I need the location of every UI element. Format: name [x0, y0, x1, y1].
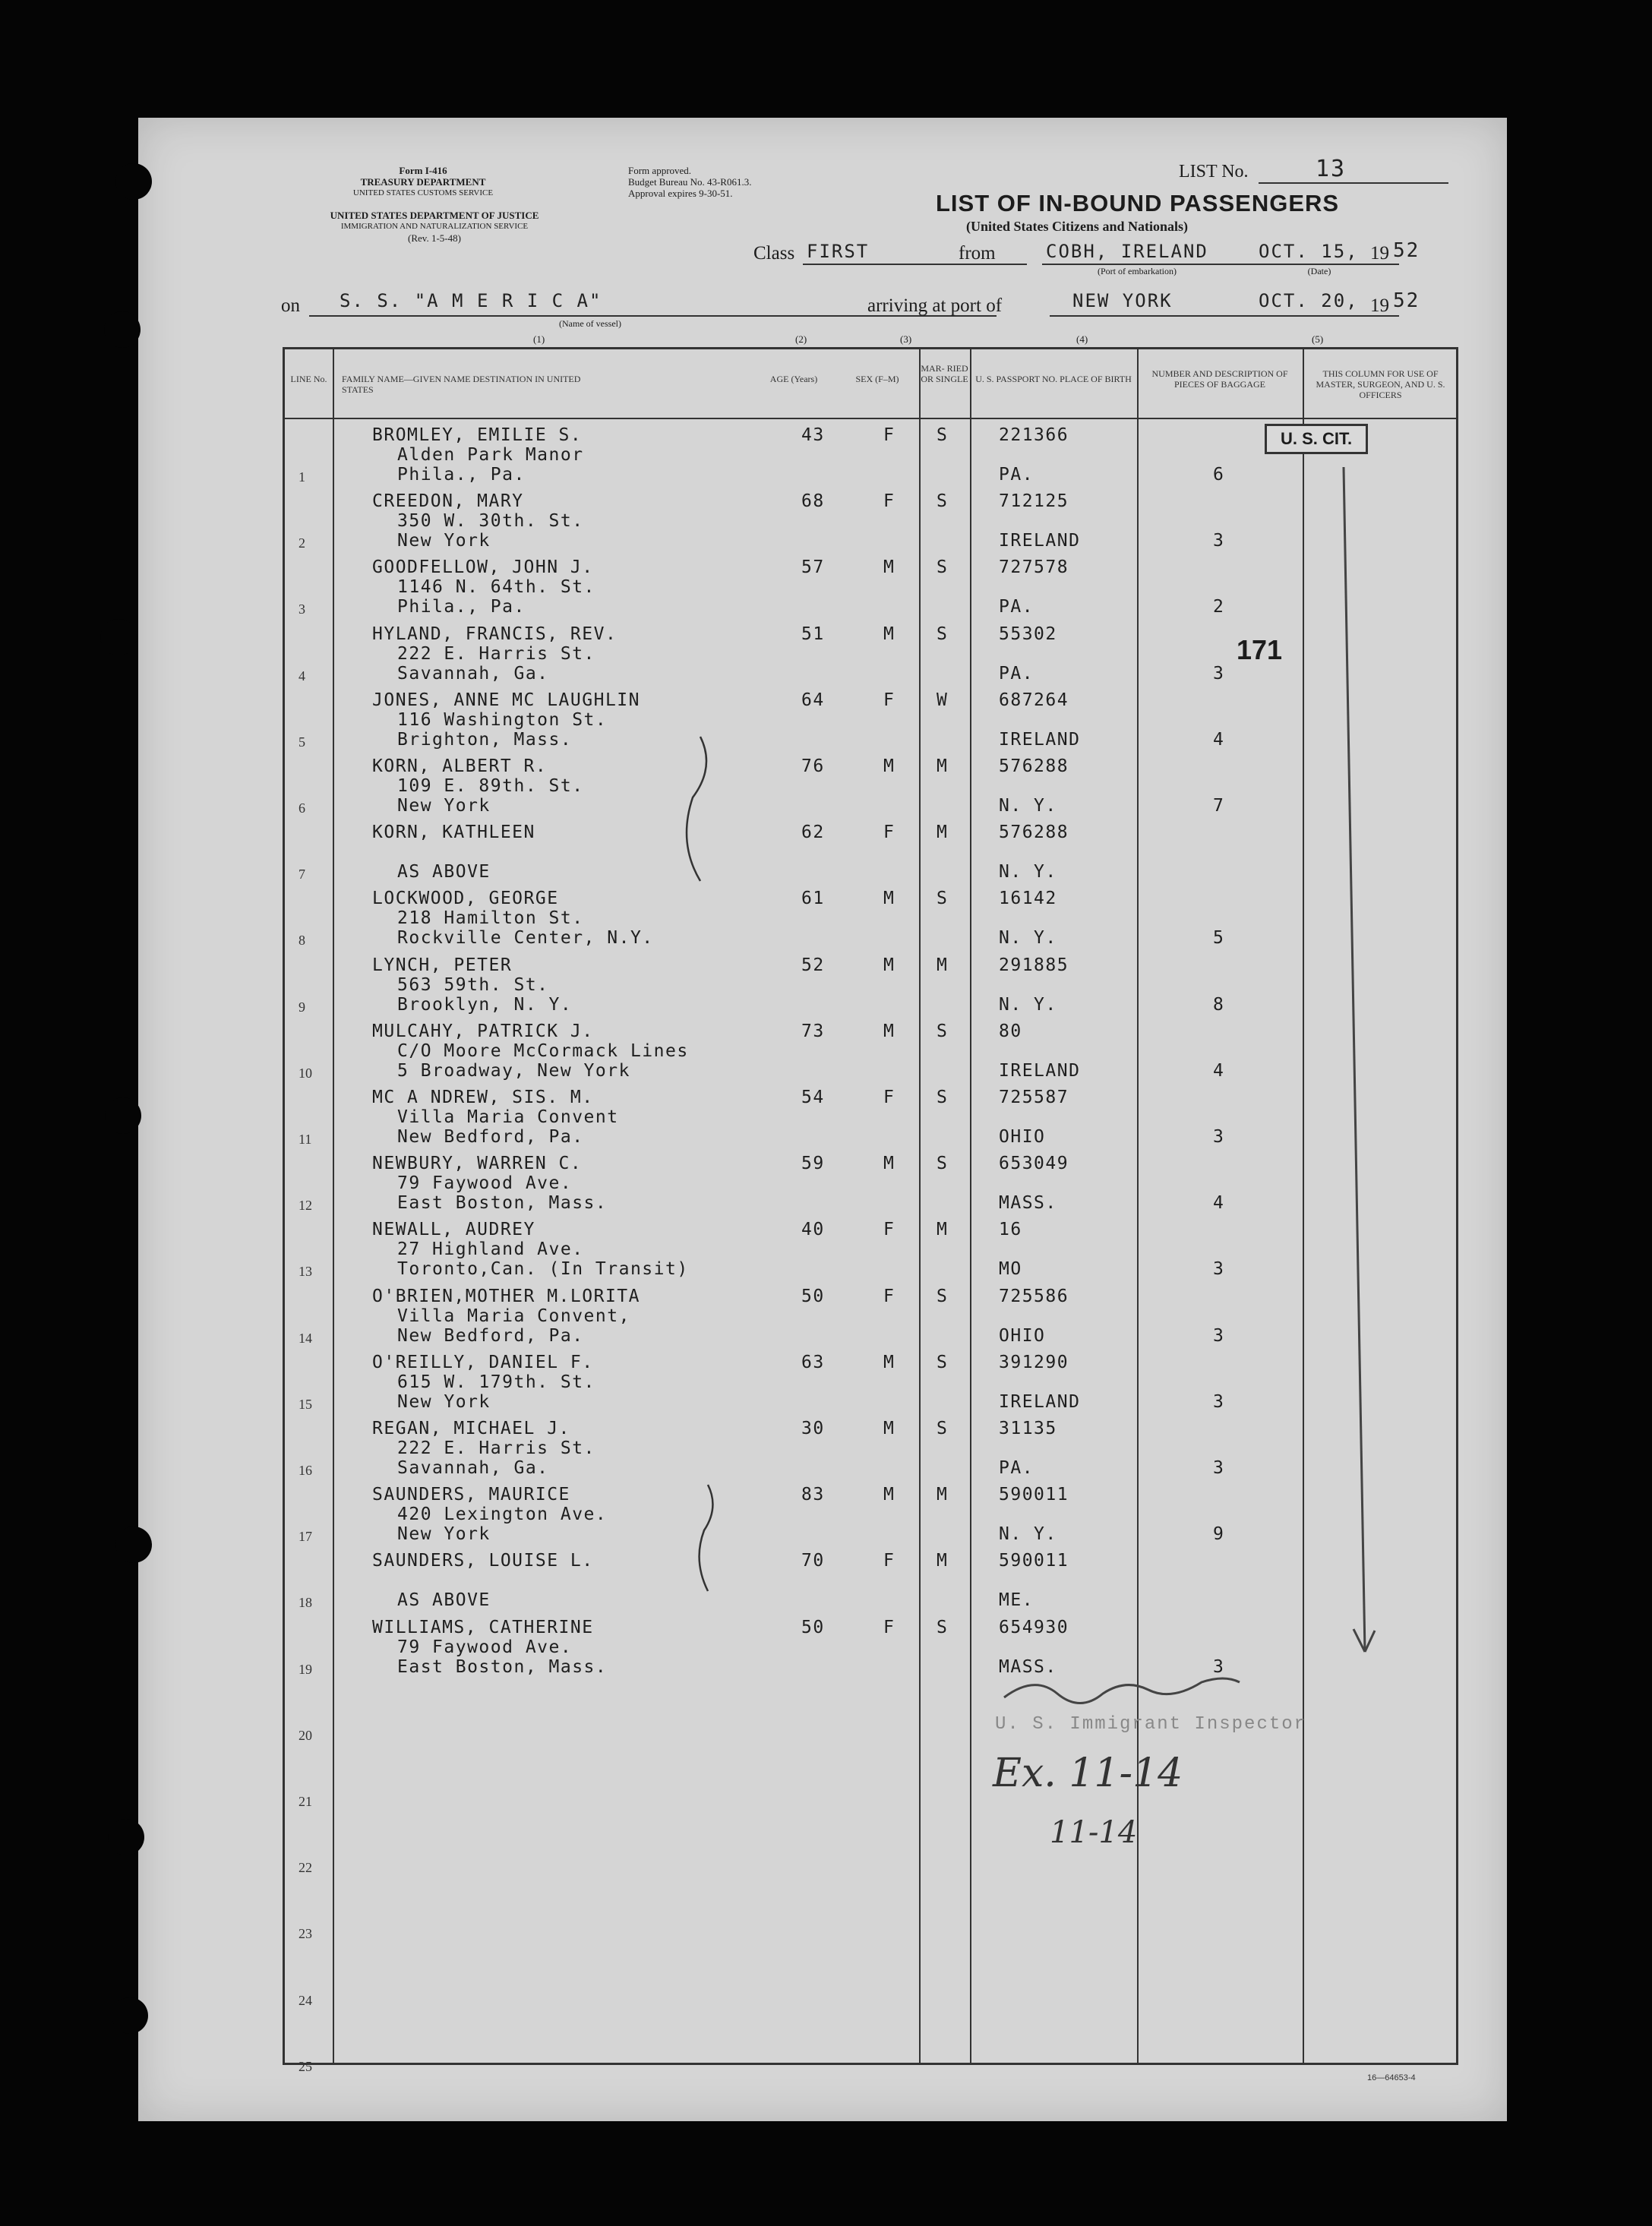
- place-of-birth: N. Y.: [999, 1524, 1057, 1545]
- depart-year: 52: [1393, 239, 1420, 262]
- destination-line2: AS ABOVE: [397, 862, 491, 883]
- destination-line2: New York: [397, 796, 491, 816]
- marital-status: S: [937, 491, 949, 512]
- passenger-sex: M: [883, 1021, 895, 1041]
- destination-line2: East Boston, Mass.: [397, 1656, 608, 1677]
- baggage-count: 2: [1213, 597, 1225, 617]
- line-number: 3: [298, 601, 305, 617]
- line-number: 1: [298, 469, 305, 485]
- destination-line2: Brooklyn, N. Y.: [397, 994, 573, 1015]
- passenger-sex: M: [883, 955, 895, 975]
- passport-no: 727578: [999, 557, 1069, 578]
- passenger-count-note: 171: [1237, 634, 1283, 665]
- marital-status: W: [937, 690, 949, 710]
- passenger-sex: M: [883, 1154, 895, 1174]
- binder-hole: [104, 311, 141, 348]
- line-number: 2: [298, 535, 305, 551]
- passenger-age: 54: [801, 1088, 825, 1107]
- passport-no: 712125: [999, 491, 1069, 512]
- passport-no: 576288: [999, 756, 1069, 776]
- customs-service: UNITED STATES CUSTOMS SERVICE: [352, 188, 494, 197]
- passenger-sex: M: [883, 756, 895, 776]
- marital-status: M: [937, 1551, 949, 1571]
- revision: (Rev. 1-5-48): [408, 232, 461, 244]
- port-embarkation: COBH, IRELAND: [1046, 241, 1208, 262]
- passenger-sex: M: [883, 557, 895, 578]
- passenger-name: O'BRIEN,MOTHER M.LORITA: [372, 1286, 640, 1306]
- line-number: 10: [298, 1065, 312, 1081]
- header-passport: U. S. PASSPORT NO. PLACE OF BIRTH: [975, 374, 1132, 384]
- baggage-count: 7: [1213, 796, 1225, 816]
- treasury-dept: TREASURY DEPARTMENT: [360, 176, 486, 188]
- line-number: 16: [298, 1463, 312, 1478]
- passenger-name: NEWBURY, WARREN C.: [372, 1154, 583, 1174]
- destination-line2: New Bedford, Pa.: [397, 1325, 584, 1346]
- line-number: 14: [298, 1330, 312, 1346]
- passport-no: 725586: [999, 1286, 1069, 1306]
- passenger-age: 57: [801, 557, 825, 578]
- passport-no: 590011: [999, 1551, 1069, 1571]
- place-of-birth: ME.: [999, 1590, 1034, 1611]
- passenger-sex: M: [883, 889, 895, 909]
- line-number: 17: [298, 1529, 312, 1545]
- destination-line1: 563 59th. St.: [397, 974, 549, 995]
- baggage-count: 3: [1213, 1325, 1225, 1346]
- line-number: 7: [298, 867, 305, 883]
- marital-status: S: [937, 1286, 949, 1306]
- marital-status: S: [937, 1021, 949, 1041]
- destination-line2: East Boston, Mass.: [397, 1193, 608, 1214]
- passport-no: 291885: [999, 955, 1069, 975]
- header-officers: THIS COLUMN FOR USE OF MASTER, SURGEON, AND U. S. OFFICERS: [1316, 368, 1445, 400]
- exam-note-2: 11-14: [1050, 1815, 1138, 1850]
- passenger-name: MC A NDREW, SIS. M.: [372, 1088, 594, 1107]
- line-number: 19: [298, 1661, 312, 1677]
- place-of-birth: MO: [999, 1259, 1022, 1280]
- passenger-sex: M: [883, 1352, 895, 1372]
- inspector-caption: U. S. Immigrant Inspector: [995, 1714, 1307, 1735]
- vessel-caption: (Name of vessel): [559, 318, 621, 329]
- passenger-age: 43: [801, 425, 825, 445]
- col-num-2: (2): [795, 333, 807, 345]
- destination-line2: Brighton, Mass.: [397, 729, 573, 750]
- col-num-3: (3): [900, 333, 912, 345]
- passenger-name: KORN, ALBERT R.: [372, 756, 548, 776]
- passport-no: 221366: [999, 425, 1069, 445]
- passenger-age: 51: [801, 624, 825, 644]
- depart-date: OCT. 15,: [1259, 241, 1359, 262]
- destination-line1: 27 Highland Ave.: [397, 1239, 584, 1260]
- passport-no: 725587: [999, 1088, 1069, 1107]
- passenger-name: KORN, KATHLEEN: [372, 823, 535, 843]
- destination-line1: 222 E. Harris St.: [397, 643, 595, 664]
- on-label: on: [281, 295, 300, 316]
- place-of-birth: N. Y.: [999, 796, 1057, 816]
- col-num-1: (1): [533, 333, 545, 345]
- baggage-count: 3: [1213, 1259, 1225, 1280]
- passenger-sex: F: [883, 1220, 895, 1240]
- line-number: 15: [298, 1396, 312, 1412]
- form-id: Form I-416: [399, 165, 447, 176]
- port-caption: (Port of embarkation): [1098, 266, 1177, 276]
- passenger-name: HYLAND, FRANCIS, REV.: [372, 624, 618, 644]
- passenger-age: 50: [801, 1286, 825, 1306]
- destination-line1: 109 E. 89th. St.: [397, 776, 584, 796]
- passenger-age: 70: [801, 1551, 825, 1571]
- class-value: FIRST: [807, 241, 870, 262]
- line-number: 13: [298, 1264, 312, 1280]
- baggage-count: 3: [1213, 1391, 1225, 1412]
- class-label: Class: [753, 243, 795, 264]
- destination-line1: 79 Faywood Ave.: [397, 1637, 573, 1657]
- passenger-name: NEWALL, AUDREY: [372, 1220, 535, 1240]
- destination-line2: Rockville Center, N.Y.: [397, 928, 654, 949]
- destination-line2: New York: [397, 1391, 491, 1412]
- passport-no: 55302: [999, 624, 1057, 644]
- destination-line1: 615 W. 179th. St.: [397, 1372, 595, 1392]
- passenger-sex: F: [883, 690, 895, 710]
- place-of-birth: PA.: [999, 1458, 1034, 1478]
- header-name: FAMILY NAME—GIVEN NAME DESTINATION IN UNITED STATES: [342, 374, 581, 395]
- destination-line2: 5 Broadway, New York: [397, 1060, 630, 1081]
- destination-line1: 218 Hamilton St.: [397, 908, 584, 929]
- form-subtitle: (United States Citizens and Nationals): [966, 219, 1189, 234]
- baggage-count: 5: [1213, 928, 1225, 949]
- year-prefix: 19: [1370, 243, 1389, 264]
- line-number: 18: [298, 1595, 312, 1611]
- col-num-5: (5): [1312, 333, 1324, 345]
- baggage-count: 9: [1213, 1524, 1225, 1545]
- destination-line1: 350 W. 30th. St.: [397, 511, 584, 532]
- passport-no: 391290: [999, 1352, 1069, 1372]
- marital-status: S: [937, 889, 949, 909]
- marital-status: S: [937, 1154, 949, 1174]
- binder-hole: [100, 619, 137, 655]
- passenger-age: 64: [801, 690, 825, 710]
- destination-line1: 1146 N. 64th. St.: [397, 577, 595, 598]
- destination-line1: 222 E. Harris St.: [397, 1438, 595, 1458]
- place-of-birth: N. Y.: [999, 928, 1057, 949]
- passenger-age: 73: [801, 1021, 825, 1041]
- marital-status: M: [937, 756, 949, 776]
- passenger-name: CREEDON, MARY: [372, 491, 524, 512]
- approval-line1: Form approved.: [628, 165, 692, 176]
- binder-hole: [105, 1097, 141, 1134]
- marital-status: M: [937, 823, 949, 843]
- passport-no: 16142: [999, 889, 1057, 909]
- passenger-age: 30: [801, 1419, 825, 1438]
- passenger-sex: M: [883, 1419, 895, 1438]
- destination-line2: AS ABOVE: [397, 1590, 491, 1611]
- passenger-sex: F: [883, 1286, 895, 1306]
- marital-status: M: [937, 1485, 949, 1505]
- passenger-sex: F: [883, 491, 895, 512]
- passport-no: 31135: [999, 1419, 1057, 1438]
- arrival-port: NEW YORK: [1072, 290, 1173, 311]
- approval-line3: Approval expires 9-30-51.: [628, 188, 733, 199]
- passenger-sex: F: [883, 1088, 895, 1107]
- marital-status: S: [937, 557, 949, 578]
- header-married: MAR- RIED OR SINGLE: [921, 363, 968, 384]
- destination-line2: Phila., Pa.: [397, 465, 526, 485]
- passenger-name: REGAN, MICHAEL J.: [372, 1419, 570, 1438]
- baggage-count: 4: [1213, 1193, 1225, 1214]
- place-of-birth: N. Y.: [999, 862, 1057, 883]
- marital-status: S: [937, 1419, 949, 1438]
- passenger-age: 59: [801, 1154, 825, 1174]
- form-number: 16—64653-4: [1367, 2073, 1416, 2082]
- passenger-name: LOCKWOOD, GEORGE: [372, 889, 559, 909]
- arriving-label: arriving at port of: [867, 295, 1003, 316]
- arrival-date: OCT. 20,: [1259, 290, 1359, 311]
- marital-status: S: [937, 1088, 949, 1107]
- destination-line1: Villa Maria Convent: [397, 1107, 619, 1127]
- line-number: 24: [298, 1992, 312, 2008]
- baggage-count: 4: [1213, 1060, 1225, 1081]
- passenger-name: JONES, ANNE MC LAUGHLIN: [372, 690, 640, 710]
- passport-no: 687264: [999, 690, 1069, 710]
- line-number: 6: [298, 800, 305, 816]
- line-number: 25: [298, 2058, 312, 2074]
- destination-line2: Toronto,Can. (In Transit): [397, 1259, 689, 1280]
- passenger-sex: M: [883, 1485, 895, 1505]
- destination-line1: 116 Washington St.: [397, 709, 608, 730]
- baggage-count: 4: [1213, 729, 1225, 750]
- passenger-sex: F: [883, 1617, 895, 1637]
- passenger-age: 63: [801, 1352, 825, 1372]
- baggage-count: 3: [1213, 1458, 1225, 1478]
- passenger-name: LYNCH, PETER: [372, 955, 513, 975]
- list-no: 13: [1316, 156, 1347, 182]
- destination-line1: Villa Maria Convent,: [397, 1306, 630, 1326]
- vessel-name: S. S. "A M E R I C A": [340, 290, 602, 311]
- passenger-age: 50: [801, 1617, 825, 1637]
- place-of-birth: OHIO: [999, 1127, 1046, 1147]
- place-of-birth: IRELAND: [999, 729, 1081, 750]
- baggage-count: 6: [1213, 465, 1225, 485]
- form-title: LIST OF IN-BOUND PASSENGERS: [936, 190, 1340, 216]
- destination-line2: New York: [397, 531, 491, 551]
- passenger-name: SAUNDERS, MAURICE: [372, 1485, 570, 1505]
- place-of-birth: PA.: [999, 663, 1034, 684]
- destination-line2: Phila., Pa.: [397, 597, 526, 617]
- passenger-age: 68: [801, 491, 825, 512]
- marital-status: S: [937, 425, 949, 445]
- place-of-birth: PA.: [999, 465, 1034, 485]
- marital-status: M: [937, 1220, 949, 1240]
- line-number: 12: [298, 1198, 312, 1214]
- line-number: 20: [298, 1727, 312, 1743]
- header-baggage: NUMBER AND DESCRIPTION OF PIECES OF BAGGAGE: [1151, 368, 1288, 390]
- baggage-count: 8: [1213, 994, 1225, 1015]
- handwritten-marks: [138, 118, 1507, 2121]
- line-number: 11: [298, 1132, 312, 1147]
- place-of-birth: OHIO: [999, 1325, 1046, 1346]
- from-label: from: [959, 243, 996, 264]
- place-of-birth: MASS.: [999, 1193, 1057, 1214]
- marital-status: S: [937, 624, 949, 644]
- place-of-birth: PA.: [999, 597, 1034, 617]
- passport-no: 80: [999, 1021, 1022, 1041]
- header-line-no: LINE No.: [290, 374, 327, 384]
- destination-line1: Alden Park Manor: [397, 445, 584, 465]
- date-caption: (Date): [1307, 266, 1331, 276]
- header-age: AGE (Years): [769, 374, 818, 384]
- destination-line1: C/O Moore McCormack Lines: [397, 1040, 689, 1061]
- arrival-year: 52: [1393, 289, 1420, 312]
- destination-line1: 79 Faywood Ave.: [397, 1173, 573, 1194]
- marital-status: S: [937, 1617, 949, 1637]
- passport-no: 654930: [999, 1617, 1069, 1637]
- destination-line2: New York: [397, 1524, 491, 1545]
- destination-line1: 420 Lexington Ave.: [397, 1505, 608, 1525]
- justice-dept: UNITED STATES DEPARTMENT OF JUSTICE: [330, 210, 539, 221]
- line-number: 4: [298, 668, 305, 684]
- place-of-birth: IRELAND: [999, 1060, 1081, 1081]
- passenger-name: GOODFELLOW, JOHN J.: [372, 557, 594, 578]
- passenger-name: O'REILLY, DANIEL F.: [372, 1352, 594, 1372]
- passenger-age: 40: [801, 1220, 825, 1240]
- passport-no: 576288: [999, 823, 1069, 843]
- marital-status: S: [937, 1352, 949, 1372]
- passenger-age: 61: [801, 889, 825, 909]
- passenger-sex: F: [883, 425, 895, 445]
- line-number: 23: [298, 1926, 312, 1942]
- manifest-page: [138, 118, 1507, 2121]
- destination-line2: Savannah, Ga.: [397, 1458, 549, 1478]
- approval-line2: Budget Bureau No. 43-R061.3.: [628, 176, 752, 188]
- exam-note: Ex. 11-14: [993, 1751, 1183, 1796]
- passenger-sex: F: [883, 1551, 895, 1571]
- passenger-sex: M: [883, 624, 895, 644]
- baggage-count: 3: [1213, 1127, 1225, 1147]
- passenger-sex: F: [883, 823, 895, 843]
- destination-line2: Savannah, Ga.: [397, 663, 549, 684]
- passenger-name: MULCAHY, PATRICK J.: [372, 1021, 594, 1041]
- line-number: 5: [298, 734, 305, 750]
- place-of-birth: IRELAND: [999, 531, 1081, 551]
- line-number: 21: [298, 1794, 312, 1809]
- passport-no: 590011: [999, 1485, 1069, 1505]
- destination-line2: New Bedford, Pa.: [397, 1127, 584, 1147]
- year-prefix-2: 19: [1370, 295, 1389, 316]
- passenger-name: WILLIAMS, CATHERINE: [372, 1617, 594, 1637]
- place-of-birth: MASS.: [999, 1656, 1057, 1677]
- line-number: 8: [298, 933, 305, 949]
- baggage-count: 3: [1213, 531, 1225, 551]
- passenger-age: 76: [801, 756, 825, 776]
- place-of-birth: N. Y.: [999, 994, 1057, 1015]
- passport-no: 653049: [999, 1154, 1069, 1174]
- passenger-age: 52: [801, 955, 825, 975]
- line-number: 22: [298, 1860, 312, 1876]
- passenger-name: BROMLEY, EMILIE S.: [372, 425, 583, 445]
- passenger-name: SAUNDERS, LOUISE L.: [372, 1551, 594, 1571]
- col-num-4: (4): [1076, 333, 1088, 345]
- ins-service: IMMIGRATION AND NATURALIZATION SERVICE: [340, 222, 529, 231]
- list-no-label: LIST No.: [1179, 162, 1249, 182]
- passenger-age: 62: [801, 823, 825, 843]
- baggage-count: 3: [1213, 1656, 1225, 1677]
- baggage-count: 3: [1213, 663, 1225, 684]
- us-citizen-stamp: U. S. CIT.: [1265, 424, 1368, 454]
- place-of-birth: IRELAND: [999, 1391, 1081, 1412]
- marital-status: M: [937, 955, 949, 975]
- header-sex: SEX (F–M): [855, 374, 899, 384]
- line-number: 9: [298, 999, 305, 1015]
- passenger-age: 83: [801, 1485, 825, 1505]
- passport-no: 16: [999, 1220, 1022, 1240]
